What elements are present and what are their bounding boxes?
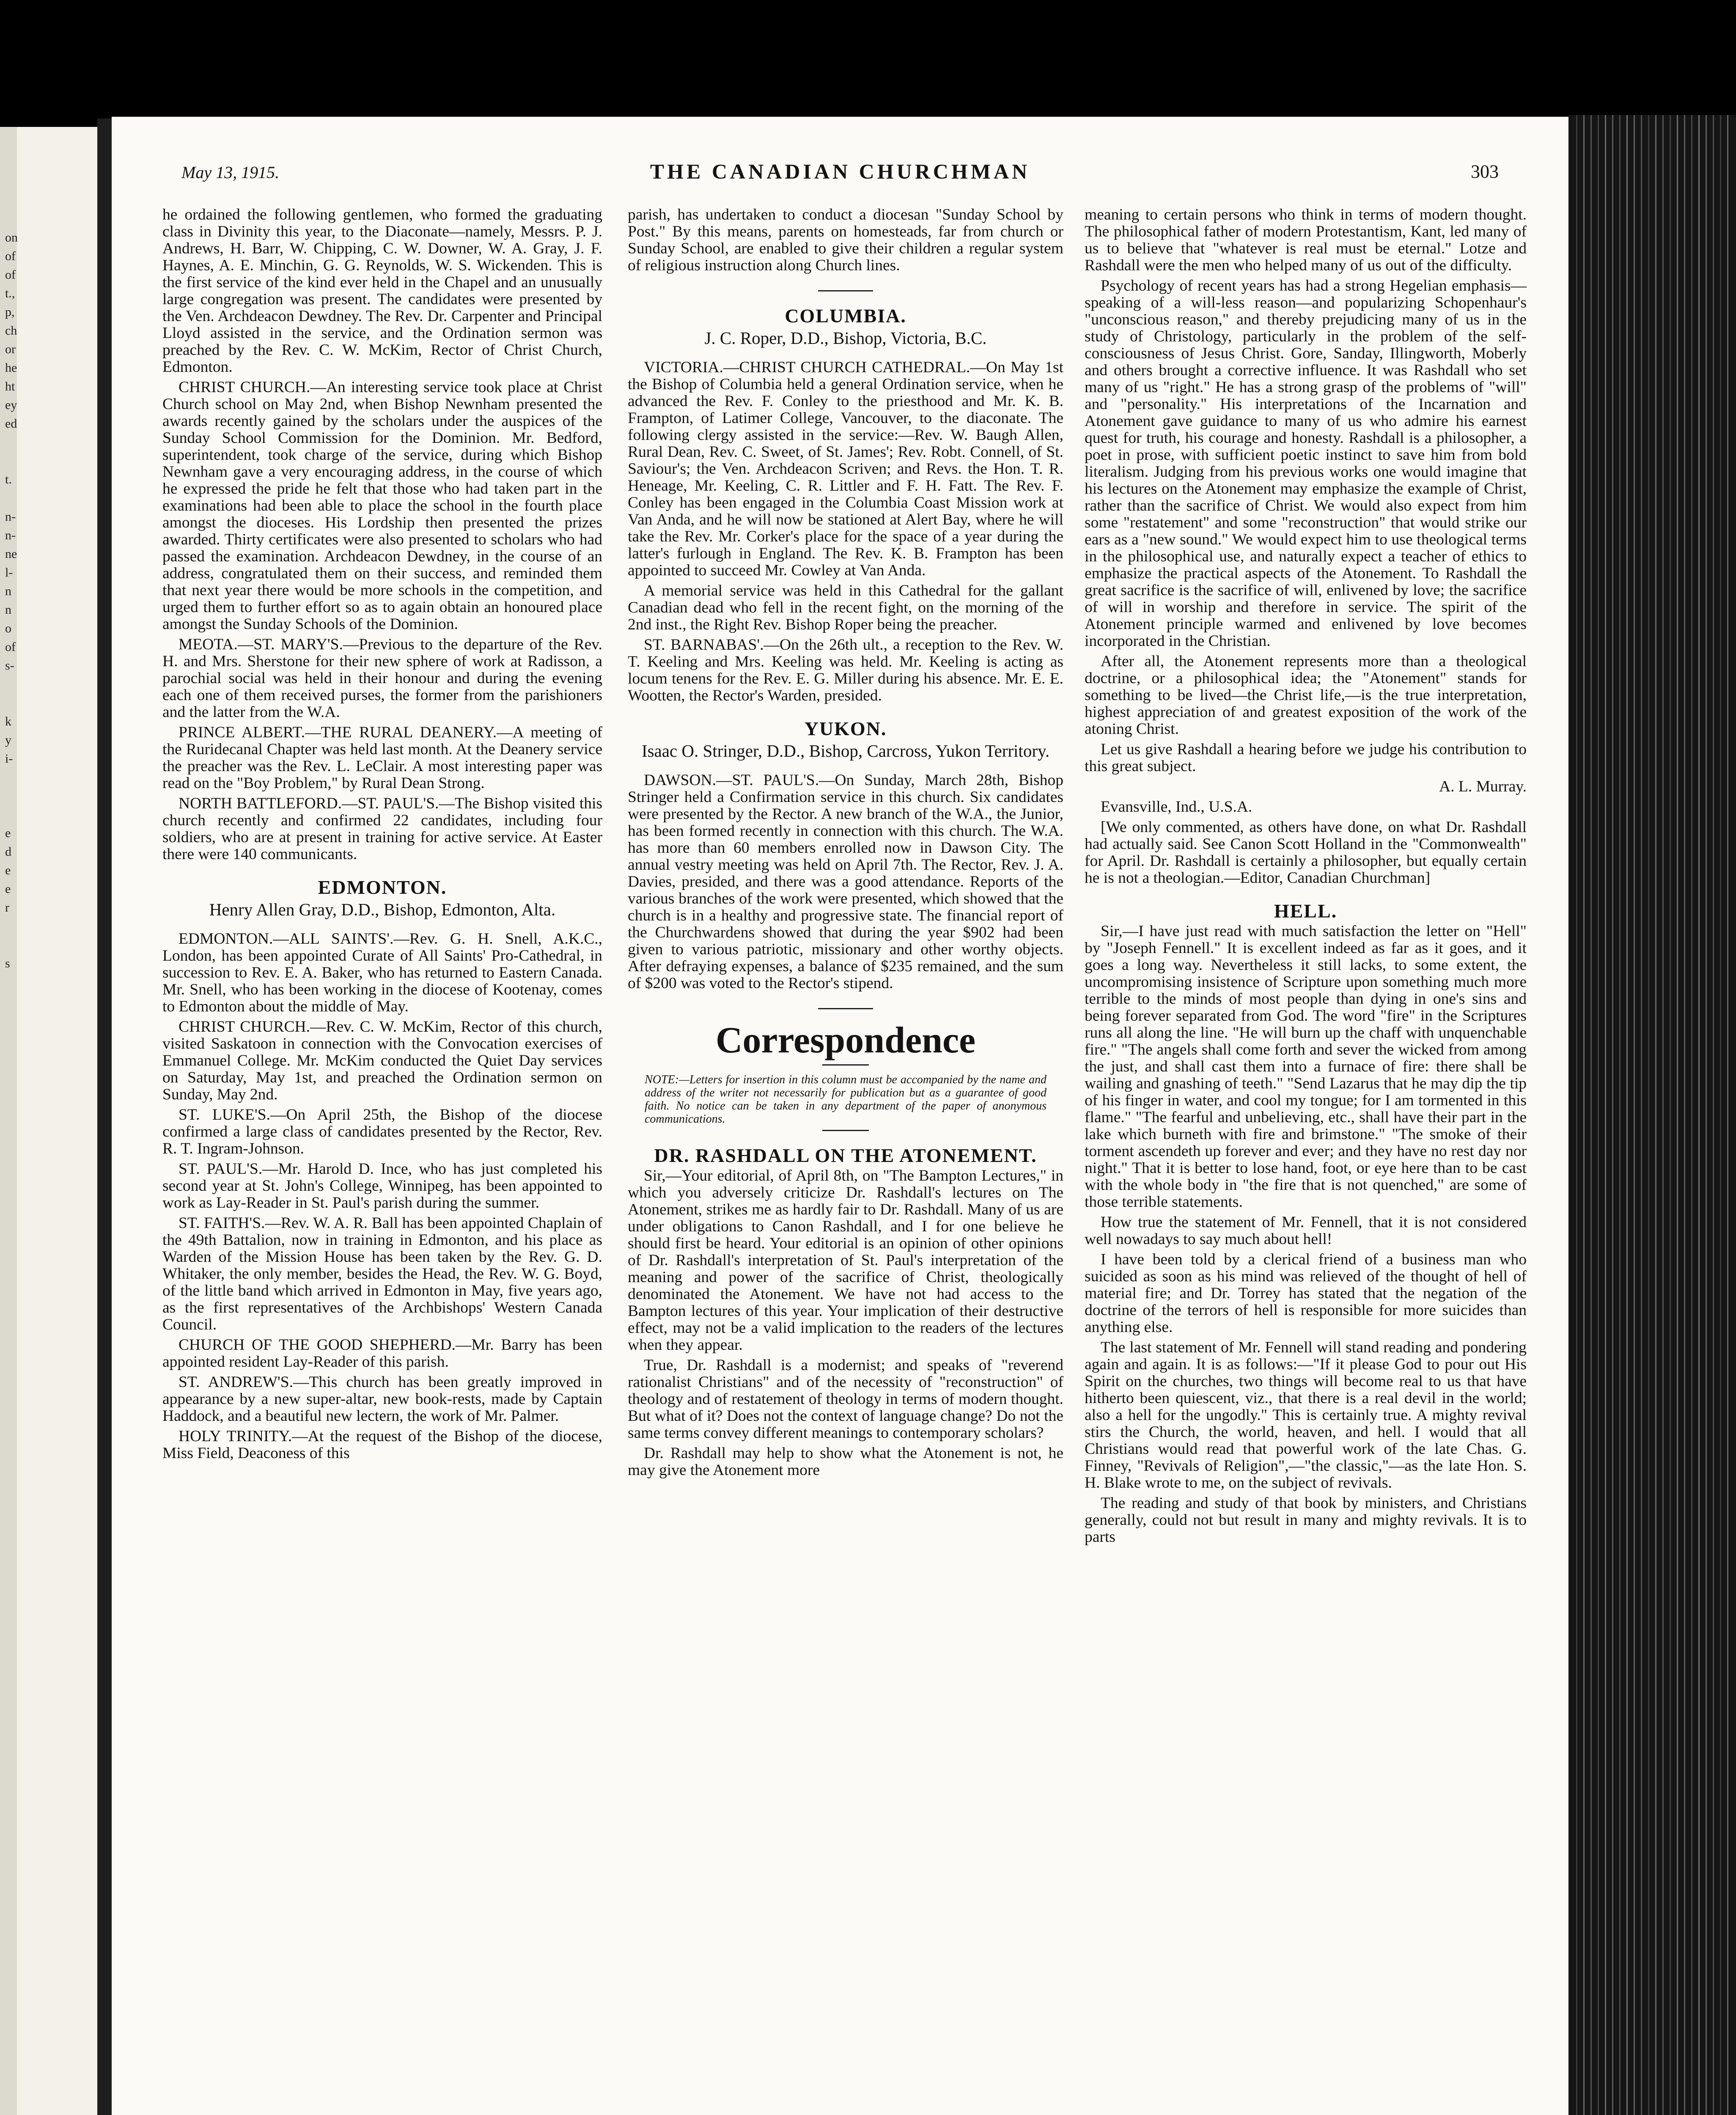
article-paragraph: ST. FAITH'S.—Rev. W. A. R. Ball has been appointed Chaplain of the 49th Battalion, now in training in Edmonton, and his place as Warden of the Mission House has been taken by the Rev. G. D. Whitaker, the only member, besides the Head, the Rev. W. G. Boyd, of the little band which arrived in Edmonton in May, five years ago, as the first representatives of the Archbishops' Western Canada Council. bbox=[162, 1214, 602, 1333]
section-divider bbox=[818, 1008, 873, 1009]
page-edge-line bbox=[1691, 115, 1692, 2115]
letter-signature: A. L. Murray. bbox=[1439, 778, 1527, 795]
facing-page-fragment: n- bbox=[5, 510, 16, 524]
facing-page-fragment: ne bbox=[5, 547, 17, 561]
page-edge-line bbox=[1634, 115, 1635, 2115]
section-heading: HELL. bbox=[1274, 900, 1338, 922]
article-paragraph: VICTORIA.—CHRIST CHURCH CATHEDRAL.—On May 1st the Bishop of Columbia held a general Ordination service, when he advanced the Rev. F. Conley to the priesthood and Mr. K. B. Frampton, of Latimer College, Vancouver, to the diaconate. The following clergy assisted in the service:—Rev. W. Baugh Allen, Rural Dean, Rev. C. Sweet, of St. James'; Rev. Robt. Connell, of St. Saviour's; the Ven. Archdeacon Scriven; and Revs. the Hon. T. R. Heneage, Mr. Keeling, C. R. Littler and F. H. Fatt. The Rev. F. Conley has been engaged in the Columbia Coast Mission work at Van Anda, and he will now be stationed at Alert Bay, where he will take the Rev. Mr. Corker's place for the space of a year during the latter's furlough in England. The Rev. K. B. Frampton has been appointed to succeed Mr. Cowley at Van Anda. bbox=[628, 359, 1063, 579]
running-header bbox=[112, 159, 1568, 184]
page-edge-line bbox=[1576, 115, 1577, 2115]
facing-page-fragment: or bbox=[5, 342, 16, 356]
facing-page-fragment: s bbox=[5, 956, 10, 970]
article-paragraph: CHURCH OF THE GOOD SHEPHERD.—Mr. Barry has been appointed resident Lay-Reader of this parish. bbox=[162, 1336, 602, 1371]
facing-page-fragment: n bbox=[5, 603, 11, 617]
book-gutter bbox=[97, 118, 112, 2115]
article-paragraph: meaning to certain persons who think in terms of modern thought. The philosophical father of modern Protestantism, Kant, led many of us to believe that "whatever is real must be eternal." Lotze and Rashdall were the men who helped many of us out of the difficulty. bbox=[1085, 206, 1527, 274]
note-divider bbox=[822, 1130, 869, 1131]
article-paragraph: HOLY TRINITY.—At the request of the Bishop of the diocese, Miss Field, Deaconess of this bbox=[162, 1428, 602, 1462]
article-paragraph: he ordained the following gentlemen, who formed the graduating class in Divinity this year, to the Diaconate—namely, Messrs. P. J. Andrews, H. Barr, W. Chipping, C. W. Downer, W. A. Gray, J. F. Haynes, A. E. Minchin, G. G. Reynolds, W. S. Wickenden. This is the first service of the kind ever held in the Chapel and an unusually large congregation was present. The candidates were presented by the Ven. Archdeacon Dewdney. The Rev. Dr. Carpenter and Principal Lloyd assisted in the service, and the Ordination sermon was preached by the Rev. C. W. McKim, Rector of Christ Church, Edmonton. bbox=[162, 206, 602, 376]
facing-page-fragment: ht bbox=[5, 379, 15, 393]
publication-title: THE CANADIAN CHURCHMAN bbox=[650, 159, 1030, 183]
section-heading: DR. RASHDALL ON THE ATONEMENT. bbox=[654, 1145, 1037, 1166]
editorial-note: NOTE:—Letters for insertion in this column must be accompanied by the name and address of the writer not necessarily for publication but as a guarantee of good faith. No notice can be taken in any department of the paper of anonymous communications. bbox=[645, 1073, 1047, 1126]
facing-page-fragment: of bbox=[5, 268, 16, 282]
facing-page-fragment: he bbox=[5, 361, 17, 375]
page-edge-line bbox=[1598, 115, 1599, 2115]
facing-page-fragment: o bbox=[5, 621, 11, 635]
facing-page-fragment: r bbox=[5, 901, 9, 915]
section-subheading: Henry Allen Gray, D.D., Bishop, Edmonton, Alta. bbox=[209, 900, 556, 919]
article-paragraph: ST. BARNABAS'.—On the 26th ult., a reception to the Rev. W. T. Keeling and Mrs. Keeling was held. Mr. Keeling is acting as locum tenens for the Rev. E. G. Miller during his absence. Mr. E. E. Wootten, the Rector's Warden, presided. bbox=[628, 636, 1063, 704]
article-paragraph: DAWSON.—ST. PAUL'S.—On Sunday, March 28th, Bishop Stringer held a Confirmation service in this church. Six candidates were presented by the Rector. A new branch of the W.A., the Junior, has been formed recently in connection with this church. The W.A. has more than 60 members enrolled now in Dawson City. The annual vestry meeting was held on April 7th. The Rector, Rev. J. A. Davies, presided, and there was a good attendance. Reports of the various branches of the work were presented, which showed that the church is in a healthy and progressive state. The financial report of the Churchwardens showed that during the year $902 had been given to various patriotic, missionary and other worthy objects. After defraying expenses, a balance of $235 remained, and the sum of $200 was voted to the Rector's stipend. bbox=[628, 772, 1063, 992]
facing-page-fragment: p, bbox=[5, 305, 15, 319]
section-heading: YUKON. bbox=[804, 718, 887, 739]
section-subheading: Isaac O. Stringer, D.D., Bishop, Carcross, Yukon Territory. bbox=[641, 741, 1050, 761]
article-paragraph: Sir,—I have just read with much satisfaction the letter on "Hell" by "Joseph Fennell." It is excellent indeed as far as it goes, and it goes a long way. Nevertheless it still lacks, to some extent, the uncompromising insistence of Scripture upon something much more terrible to the minds of most people than dying in one's sins and being forever separated from God. The word "fire" in the Scriptures runs all along the line. "He will burn up the chaff with unquenchable fire." "The angels shall come forth and sever the wicked from among the just, and shall cast them into a furnace of fire: there shall be wailing and gnashing of teeth." "Send Lazarus that he may dip the tip of his finger in water, and cool my tongue; for I am tormented in this flame." "The fearful and unbelieving, etc., shall have their part in the lake which burneth with fire and brimstone." "The smoke of their torment ascendeth up forever and ever; and they have no rest day nor night." That it is better to lose hand, foot, or eye here than to be cast with the whole body in "the fire that is not quenched," are some of those terrible statements. bbox=[1085, 923, 1527, 1211]
page-edge-line bbox=[1713, 115, 1714, 2115]
article-paragraph: ST. ANDREW'S.—This church has been greatly improved in appearance by a new super-altar, new book-rests, made by Captain Haddock, and a beautiful new lectern, the work of Mr. Palmer. bbox=[162, 1373, 602, 1425]
article-paragraph: ST. LUKE'S.—On April 25th, the Bishop of the diocese confirmed a large class of candidates presented by the Rector, Rev. R. T. Ingram-Johnson. bbox=[162, 1106, 602, 1157]
article-paragraph: [We only commented, as others have done, on what Dr. Rashdall had actually said. See Canon Scott Holland in the "Commonwealth" for April. Dr. Rashdall is certainly a philosopher, but equally certain he is not a theologian.—Editor, Canadian Churchman] bbox=[1085, 819, 1527, 887]
facing-page-fragment: e bbox=[5, 882, 11, 896]
page-edge-line bbox=[1727, 115, 1728, 2115]
article-paragraph: Dr. Rashdall may help to show what the Atonement is not, he may give the Atonement more bbox=[628, 1445, 1063, 1479]
facing-page-fragment: e bbox=[5, 863, 11, 877]
page-edge-line bbox=[1619, 115, 1621, 2115]
page-edge-line bbox=[1626, 115, 1628, 2115]
correspondence-title: Correspondence bbox=[715, 1020, 976, 1061]
page-edge-line bbox=[1662, 115, 1664, 2115]
facing-page-fragment: l- bbox=[5, 566, 13, 580]
article-paragraph: The reading and study of that book by ministers, and Christians generally, could not but result in many and mighty revivals. It is to parts bbox=[1085, 1494, 1527, 1546]
facing-page-fragment: t., bbox=[5, 286, 15, 300]
page-edge-line bbox=[1583, 115, 1585, 2115]
article-paragraph: The last statement of Mr. Fennell will stand reading and pondering again and again. It is as follows:—"If it please God to pour out His Spirit on the churches, two things will become real to us that have hitherto been quiescent, viz., that there is a real devil in the world; also a hell for the ungodly." This is certainly true. A mighty revival stirs the Church, the world, heaven, and hell. I would that all Christians would read that powerful work of the late Chas. G. Finney, "Revivals of Religion",—"the classic,"—as the late Hon. S. H. Blake wrote to me, on the subject of revivals. bbox=[1085, 1339, 1527, 1491]
article-paragraph: CHRIST CHURCH.—An interesting service took place at Christ Church school on May 2nd, when Bishop Newnham presented the awards recently gained by the scholars under the auspices of the Sunday School Commission for the Dominion. Mr. Bedford, superintendent, took charge of the service, during which Bishop Newnham gave a very encouraging address, in the course of which he expressed the pride he felt that those who had taken part in the examinations had been able to place the school in the fourth place amongst the dioceses. His Lordship then presented the prizes awarded. Thirty certificates were also presented to scholars who had passed the examination. Archdeacon Dewdney, in the course of an address, congratulated them on their success, and reminded them that next year there would be more schools in the competition, and urged them to further effort so as to again obtain an honoured place amongst the Sunday Schools of the Dominion. bbox=[162, 379, 602, 633]
page-edge-line bbox=[1648, 115, 1649, 2115]
facing-page-fragment: of bbox=[5, 640, 16, 654]
facing-page-fragment: e bbox=[5, 826, 11, 840]
page-edge-line bbox=[1655, 115, 1656, 2115]
article-paragraph: parish, has undertaken to conduct a diocesan "Sunday School by Post." By this means, parents on homesteads, far from church or Sunday School, are enabled to give their children a regular system of religious instruction along Church lines. bbox=[628, 206, 1063, 274]
facing-page-fragment: ed bbox=[5, 417, 17, 431]
page-edge-line bbox=[1612, 115, 1613, 2115]
facing-page bbox=[0, 127, 97, 2115]
facing-page-fragment: y bbox=[5, 733, 11, 747]
page-edge-line bbox=[1641, 115, 1642, 2115]
facing-page-fragment: on bbox=[5, 231, 18, 244]
page-edge-line bbox=[1706, 115, 1707, 2115]
section-heading: EDMONTON. bbox=[318, 876, 447, 898]
facing-page-fragment: t. bbox=[5, 472, 12, 486]
page-edges bbox=[1568, 115, 1736, 2115]
page-edge-line bbox=[1720, 115, 1721, 2115]
page-edge-line bbox=[1698, 115, 1700, 2115]
note-divider bbox=[822, 1064, 869, 1066]
section-subheading: J. C. Roper, D.D., Bishop, Victoria, B.C. bbox=[704, 328, 987, 348]
facing-page-fragment: ch bbox=[5, 324, 17, 338]
facing-page-fragment: s- bbox=[5, 659, 14, 673]
facing-page-fragment: n bbox=[5, 584, 11, 598]
article-paragraph: Psychology of recent years has had a strong Hegelian emphasis—speaking of a will-less reason—and popularizing Schopenhaur's "unconscious reason," and thereby prejudicing many of us in the study of Christology, particularly in the problem of the self-consciousness of Jesus Christ. Gore, Sanday, Illingworth, Moberly and others brought a corrective influence. It was Rashdall who set many of us "right." He has a strong grasp of the problems of "will" and "personality." His interpretations of the Incarnation and Atonement gave guidance to many of us who admire his earnest quest for truth, his courage and honesty. Rashdall is a philosopher, a poet in prose, with sufficient poetic instinct to save him from bold literalism. Judging from his previous works one would imagine that his lectures on the Atonement may emphasize the example of Christ, rather than the sacrifice of Christ. We would also expect from him some "restatement" and some "reconstruction" that would strike our ears as a "new sound." We would expect him to use theological terms in the philosophical use, and naturally expect a teacher of ethics to emphasize the practical aspects of the Atonement. To Rashdall the great sacrifice is the sacrifice of will, enlivened by love; the sacrifice of will in worship and therefore in service. The spirit of the Atonement principle warmed and enlivened by love becomes incorporated in the Christian. bbox=[1085, 277, 1527, 650]
article-paragraph: Let us give Rashdall a hearing before we judge his contribution to this great subject. bbox=[1085, 741, 1527, 775]
facing-page-fragment: n- bbox=[5, 528, 16, 542]
column-1 bbox=[162, 206, 602, 1465]
article-paragraph: MEOTA.—ST. MARY'S.—Previous to the departure of the Rev. H. and Mrs. Sherstone for their new sphere of work at Radisson, a parochial social was held in their honour and during the evening each one of them received purses, the former from the parishioners and the latter from the W.A. bbox=[162, 636, 602, 721]
article-paragraph: PRINCE ALBERT.—THE RURAL DEANERY.—A meeting of the Ruridecanal Chapter was held last month. At the Deanery service the preacher was the Rev. L. LeClair. A most interesting paper was read on the "Boy Problem," by Rural Dean Strong. bbox=[162, 724, 602, 792]
facing-page-fragment: i- bbox=[5, 752, 13, 766]
page-edge-line bbox=[1670, 115, 1671, 2115]
facing-page-fragment: k bbox=[5, 714, 11, 728]
article-paragraph: True, Dr. Rashdall is a modernist; and speaks of "reverend rationalist Christians" and of the necessity of "reconstruction" of theology and of restatement of theology in terms of modern thought. But what of it? Does not the context of language change? Do not the same terms convey different meanings to contemporary scholars? bbox=[628, 1357, 1063, 1442]
newspaper-page bbox=[112, 117, 1568, 2115]
article-paragraph: ST. PAUL'S.—Mr. Harold D. Ince, who has just completed his second year at St. John's College, Winnipeg, has been appointed to work as Lay-Reader in St. Paul's parish during the summer. bbox=[162, 1160, 602, 1211]
article-paragraph: A memorial service was held in this Cathedral for the gallant Canadian dead who fell in the recent fight, on the morning of the 2nd inst., the Right Rev. Bishop Roper being the preacher. bbox=[628, 582, 1063, 633]
facing-page-fragment: d bbox=[5, 845, 11, 859]
facing-page-fragment: of bbox=[5, 249, 16, 263]
article-paragraph: CHRIST CHURCH.—Rev. C. W. McKim, Rector of this church, visited Saskatoon in connection with the Convocation exercises of Emmanuel College. Mr. McKim conducted the Quiet Day services on Saturday, May 1st, and preached the Ordination sermon on Sunday, May 2nd. bbox=[162, 1018, 602, 1103]
page-edge-line bbox=[1605, 115, 1606, 2115]
article-paragraph: Sir,—Your editorial, of April 8th, on "The Bampton Lectures," in which you adversely criticize Dr. Rashdall's lectures on The Atonement, strikes me as hardly fair to Dr. Rashdall. Many of us are under obligations to Canon Rashdall, and I for one believe he should first be heard. Your editorial is an opinion of other opinions of Dr. Rashdall's interpretation of St. Paul's interpretation of the meaning and power of the sacrifice of Christ, theologically denominated the Atonement. We have not had access to the Bampton lectures of this year. Your implication of their destructive effect, may not be a valid implication to the readers of the lectures when they appear. bbox=[628, 1167, 1063, 1354]
article-paragraph: I have been told by a clerical friend of a business man who suicided as soon as his mind was relieved of the thought of hell of material fire; and Dr. Torrey has stated that the negation of the doctrine of the terrors of hell is responsible for more suicides than anything else. bbox=[1085, 1251, 1527, 1336]
facing-page-fragment: ey bbox=[5, 398, 17, 412]
column-3 bbox=[1085, 206, 1527, 1549]
section-heading: COLUMBIA. bbox=[785, 305, 906, 327]
section-divider bbox=[818, 290, 873, 291]
column-2 bbox=[628, 206, 1063, 1482]
page-edge-line bbox=[1677, 115, 1678, 2115]
article-paragraph: NORTH BATTLEFORD.—ST. PAUL'S.—The Bishop visited this church recently and confirmed 22 candidates, including four soldiers, who are at present in training for active service. At Easter there were 140 communicants. bbox=[162, 795, 602, 863]
issue-date: May 13, 1915. bbox=[181, 163, 280, 182]
page-edge-line bbox=[1684, 115, 1685, 2115]
page-edge-line bbox=[1590, 115, 1592, 2115]
letter-location: Evansville, Ind., U.S.A. bbox=[1101, 798, 1253, 816]
page-number: 303 bbox=[1471, 161, 1499, 182]
article-paragraph: After all, the Atonement represents more than a theological doctrine, or a philosophical idea; the "Atonement" stands for something to be lived—the Christ life,—is the true interpretation, highest appreciation of and greatest exposition of the work of the atoning Christ. bbox=[1085, 653, 1527, 738]
article-paragraph: EDMONTON.—ALL SAINTS'.—Rev. G. H. Snell, A.K.C., London, has been appointed Curate of All Saints' Pro-Cathedral, in succession to Rev. E. A. Baker, who has returned to Eastern Canada. Mr. Snell, who has been working in the diocese of Kootenay, comes to Edmonton about the middle of May. bbox=[162, 930, 602, 1015]
article-paragraph: How true the statement of Mr. Fennell, that it is not considered well nowadays to say much about hell! bbox=[1085, 1214, 1527, 1248]
